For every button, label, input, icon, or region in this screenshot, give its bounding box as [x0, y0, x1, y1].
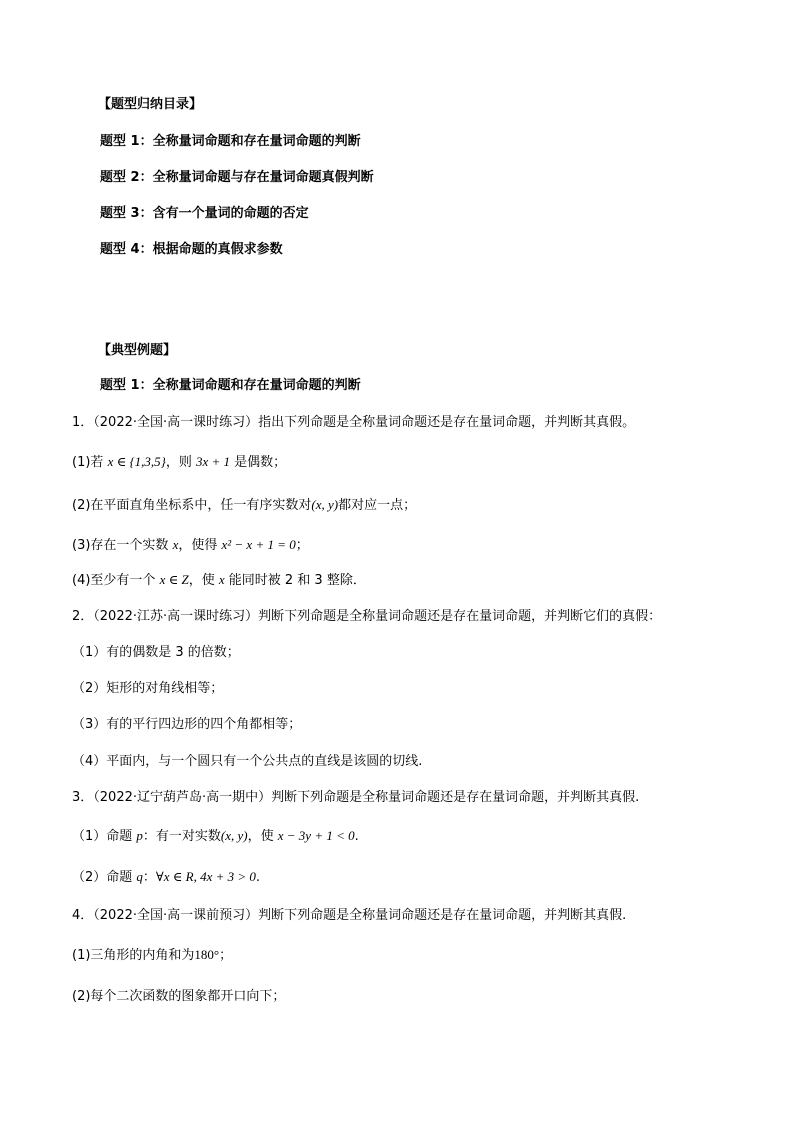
question-1-part-2: [72, 496, 416, 515]
text: ，则: [165, 455, 196, 470]
question-2-item-3: （3）有的平行四边形的四个角都相等；: [72, 717, 302, 732]
math: x ∈ Z: [159, 572, 189, 587]
question-2-stem: 2．（2022·江苏·高一课时练习）判断下列命题是全称量词命题还是存在量词命题，并判断它们的真假：: [72, 609, 662, 624]
math: x ∈ {1,3,5}: [107, 454, 166, 469]
examples-heading: 【典型例题】: [98, 343, 177, 358]
math: x: [218, 572, 225, 587]
text: ；: [295, 538, 309, 553]
text: ，使得: [178, 538, 222, 553]
text: ，使: [188, 573, 219, 588]
question-3-stem: 3．（2022·辽宁葫芦岛·高一期中）判断下列命题是全称量词命题还是存在量词命题，并判断其真假.: [72, 790, 640, 805]
text: ：: [142, 870, 156, 885]
math: x² − x + 1 = 0: [221, 537, 296, 552]
text: （1）命题: [72, 829, 137, 844]
toc-item-3: 题型 3：含有一个量词的命题的否定: [100, 206, 309, 221]
math: (x, y): [311, 497, 339, 512]
question-1-part-1: [72, 453, 286, 472]
question-2-item-4: （4）平面内，与一个圆只有一个公共点的直线是该圆的切线.: [72, 754, 423, 769]
question-2-item-2: （2）矩形的对角线相等；: [72, 681, 224, 696]
toc-item-4: 题型 4：根据命题的真假求参数: [100, 242, 283, 257]
toc-heading: 【题型归纳目录】: [98, 97, 203, 112]
question-4-part-1: [72, 946, 232, 965]
math: x: [172, 537, 179, 552]
text: 都对应一点；: [338, 498, 417, 513]
question-4-part-2: (2)每个二次函数的图象都开口向下；: [72, 989, 286, 1004]
question-3-part-1: [72, 827, 359, 846]
text: (1)三角形的内角和为: [72, 948, 195, 963]
text: .: [354, 829, 359, 844]
math: ∀x ∈ R, 4x + 3 > 0: [155, 869, 256, 884]
math: p: [136, 828, 143, 843]
text: (1)若: [72, 455, 108, 470]
math: q: [136, 869, 143, 884]
text: ：有一对实数: [142, 829, 221, 844]
math: (x, y): [220, 828, 248, 843]
question-2-item-1: （1）有的偶数是 3 的倍数；: [72, 645, 240, 660]
question-4-stem: 4．（2022·全国·高一课前预习）判断下列命题是全称量词命题还是存在量词命题，并判断其真假.: [72, 908, 627, 923]
math: 180°: [194, 947, 220, 962]
question-1-stem: 1．（2022·全国·高一课时练习）指出下列命题是全称量词命题还是存在量词命题，并判断其真假。: [72, 415, 636, 430]
question-3-part-2: [72, 868, 260, 887]
question-1-part-3: [72, 536, 309, 555]
text: (3)存在一个实数: [72, 538, 173, 553]
math: 3x + 1: [196, 454, 231, 469]
text: ；: [219, 948, 233, 963]
type-1-title: 题型 1：全称量词命题和存在量词命题的判断: [100, 378, 361, 393]
text: 能同时被 2 和 3 整除．: [224, 573, 366, 588]
text: (4)至少有一个: [72, 573, 160, 588]
text: .: [255, 870, 261, 885]
math: x − 3y + 1 < 0: [277, 828, 355, 843]
question-1-part-4: [72, 571, 366, 590]
toc-item-2: 题型 2：全称量词命题与存在量词命题真假判断: [100, 170, 374, 185]
text: 是偶数；: [230, 455, 287, 470]
text: (2)在平面直角坐标系中，任一有序实数对: [72, 498, 312, 513]
toc-item-1: 题型 1：全称量词命题和存在量词命题的判断: [100, 134, 361, 149]
text: （2）命题: [72, 870, 137, 885]
text: ，使: [247, 829, 278, 844]
